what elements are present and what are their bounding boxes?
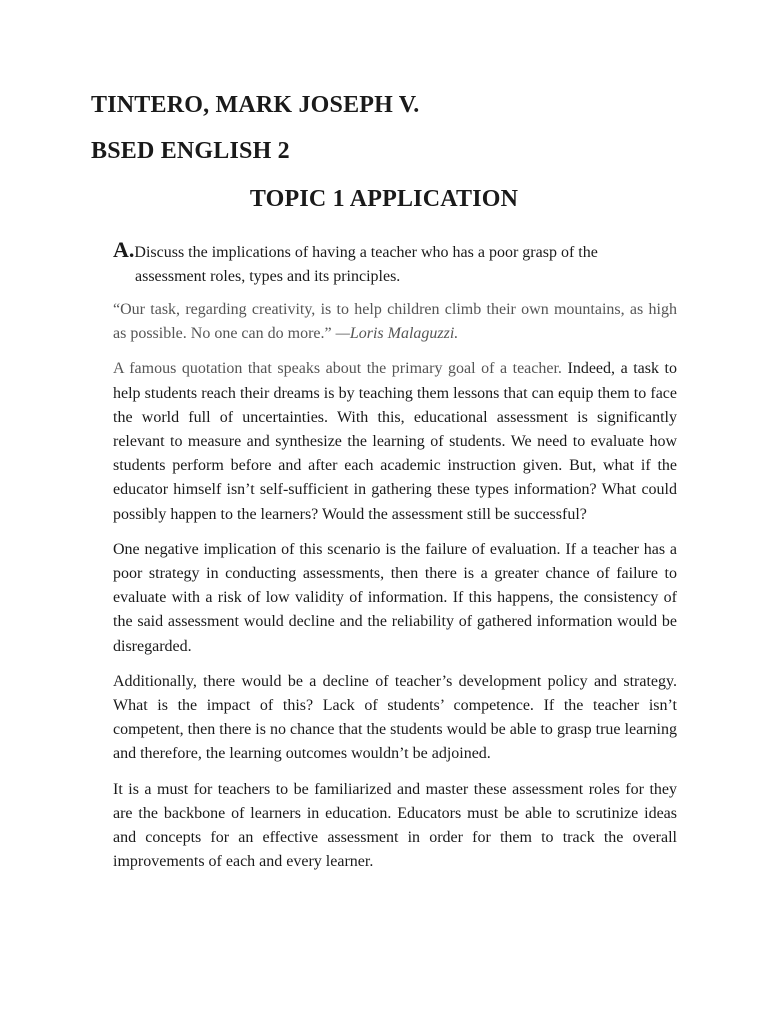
topic-title: TOPIC 1 APPLICATION (249, 186, 519, 212)
question-letter: A. (113, 237, 135, 262)
paragraph-2: One negative implication of this scenario is the failure of evaluation. If a teacher has a poor strategy in conducting assessments, then there is a greater chance of failure to evaluate with a risk of low validity of information. If this happens, the consistency of the said assessment would decline and the reliability of gathered information would be disregarded. (113, 540, 677, 655)
quote-paragraph (113, 298, 677, 346)
paragraph-4: It is a must for teachers to be familiarized and master these assessment roles for they are the backbone of learners in education. Educators must be able to scrutinize ideas and concepts for an effective assessment in order for them to track the overall improvements of each and every learner. (113, 780, 677, 871)
paragraph-1-rest: Indeed, a task to help students reach their dreams is by teaching them lessons that can equip them to face the world full of uncertainties. With this, educational assessment is significantly relevant to measure and synthesize the learning of students. We need to evaluate how students perform before and after each academic instruction given. But, what if the educator himself isn’t self-sufficient in gathering these types information? What could possibly happen to the learners? Would the assessment still be successful? (113, 360, 678, 523)
paragraph-1 (113, 357, 677, 526)
paragraph-1-lead: A famous quotation that speaks about the primary goal of a teacher. (113, 360, 568, 378)
quote-text: “Our task, regarding creativity, is to help children climb their own mountains, as high as possible. No one can do more.” (113, 301, 677, 343)
answer-body (113, 298, 677, 885)
question-block (113, 238, 683, 289)
paragraph-3: Additionally, there would be a decline of teacher’s development policy and strategy. What is the impact of this? Lack of students’ competence. If the teacher isn’t competent, then there is no chance that the students would be able to grasp true learning and therefore, the learning outcomes wouldn’t be adjoined. (113, 672, 677, 763)
question-text-line1: Discuss the implications of having a teacher who has a poor grasp of the (134, 244, 598, 261)
student-name: TINTERO, MARK JOSEPH V. (91, 92, 420, 118)
course-name: BSED ENGLISH 2 (91, 138, 290, 164)
quote-author: —Loris Malaguzzi. (335, 325, 459, 343)
question-text-line2: assessment roles, types and its principles. (135, 268, 401, 285)
